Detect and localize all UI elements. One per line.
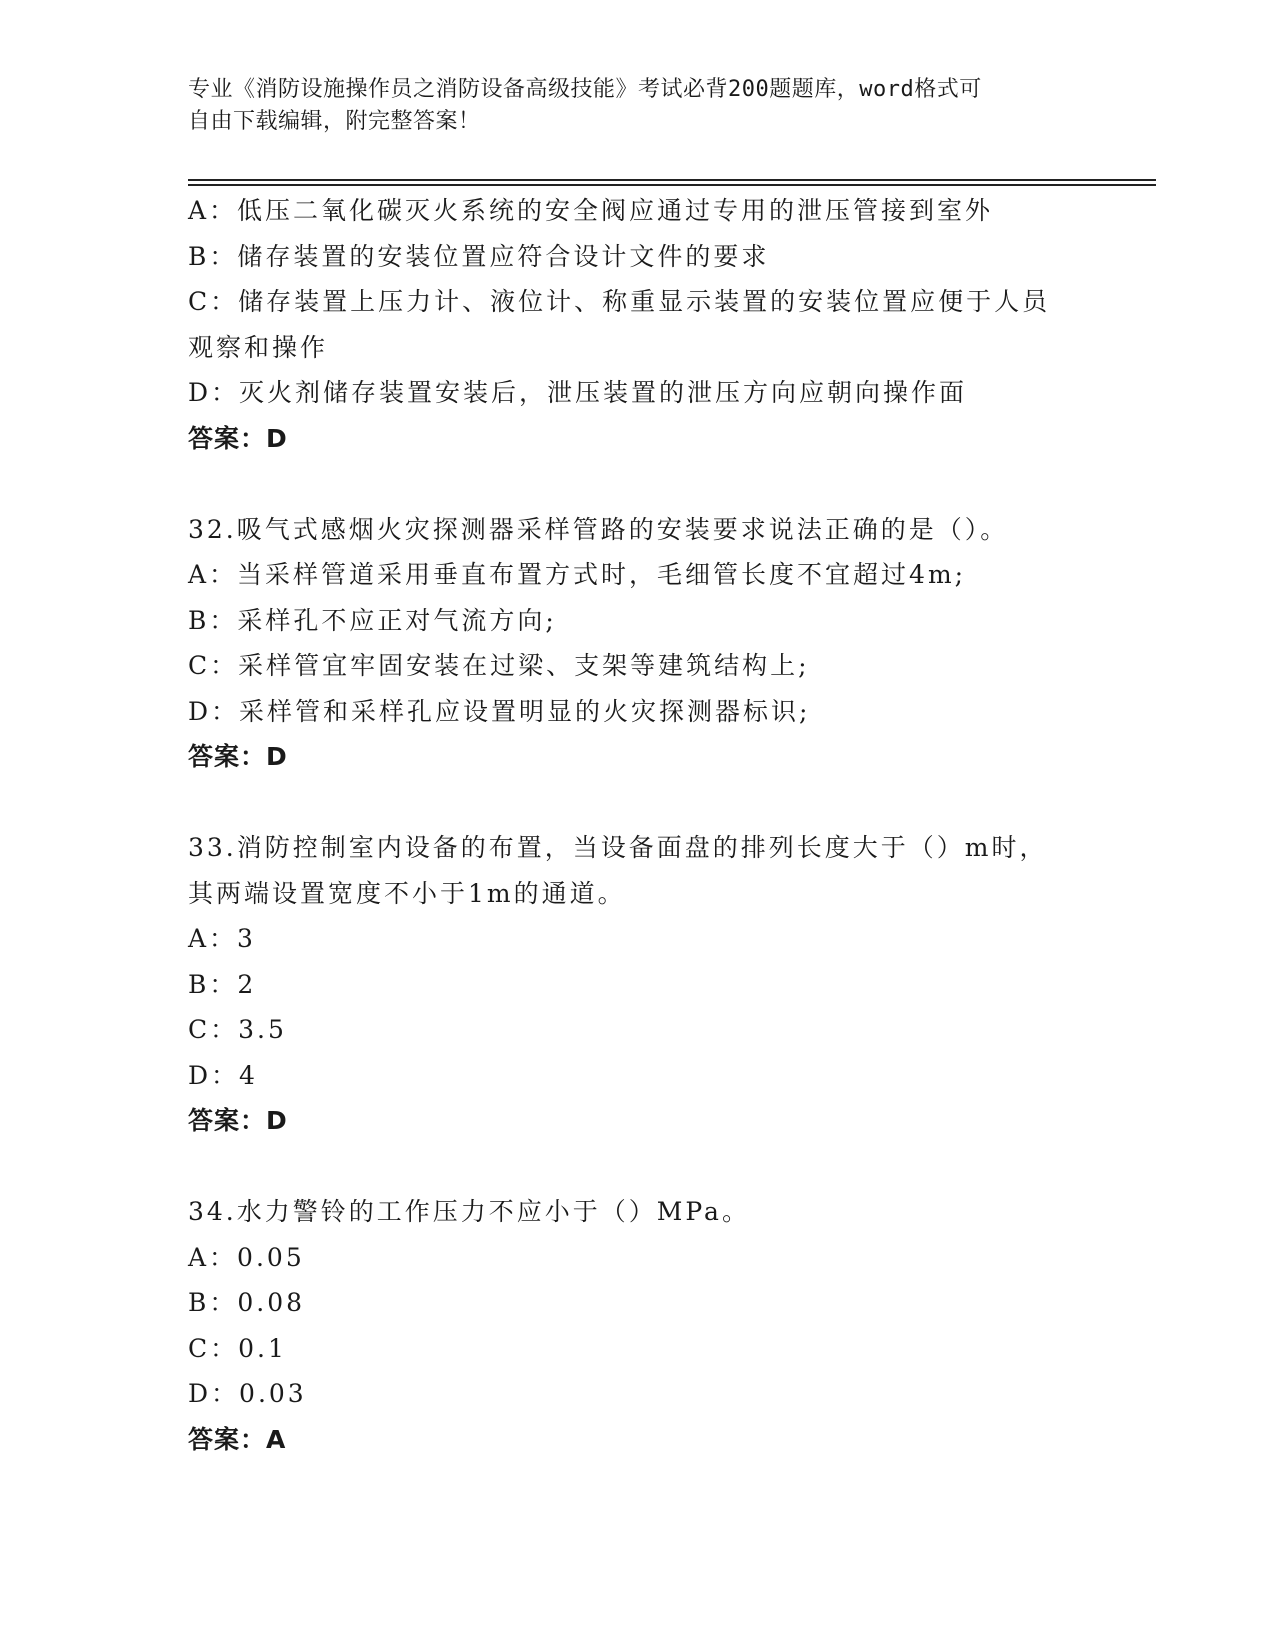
question-32-block [188, 507, 1088, 780]
q31-option-b: B：储存装置的安装位置应符合设计文件的要求 [188, 241, 770, 271]
spacer [188, 1144, 1088, 1190]
question-31-block [188, 188, 1088, 461]
spacer [188, 780, 1088, 826]
q33-option-d: D：4 [188, 1060, 258, 1090]
header-title-line-2: 自由下载编辑，附完整答案！ [188, 109, 481, 134]
spacer [188, 461, 1088, 507]
q31-option-c-line-2: 观察和操作 [188, 332, 329, 362]
q34-option-d: D：0.03 [188, 1379, 307, 1408]
q33-option-a: A：3 [188, 924, 256, 953]
question-34-block [188, 1189, 1088, 1462]
q34-stem: 34.水力警铃的工作压力不应小于（）MPa。 [188, 1197, 750, 1226]
q32-option-c: C：采样管宜牢固安装在过梁、支架等建筑结构上; [188, 651, 810, 680]
header-divider-top [188, 179, 1156, 181]
q32-option-d: D：采样管和采样孔应设置明显的火灾探测器标识; [188, 696, 811, 726]
q31-answer: 答案：D [188, 423, 288, 453]
q32-answer: 答案：D [188, 742, 288, 771]
header-divider-bottom [188, 184, 1156, 186]
q32-stem: 32.吸气式感烟火灾探测器采样管路的安装要求说法正确的是（）。 [188, 514, 1009, 544]
q33-option-c: C：3.5 [188, 1015, 287, 1044]
q32-option-b: B：采样孔不应正对气流方向; [188, 605, 557, 635]
question-list [188, 188, 1088, 1462]
q33-stem-line-2: 其两端设置宽度不小于1m的通道。 [188, 878, 626, 908]
question-33-block [188, 825, 1088, 1144]
q31-option-c-line-1: C：储存装置上压力计、液位计、称重显示装置的安装位置应便于人员 [188, 287, 1051, 316]
q33-option-b: B：2 [188, 969, 257, 999]
q34-answer: 答案：A [188, 1424, 287, 1454]
q33-answer: 答案：D [188, 1106, 288, 1135]
q33-stem-line-1: 33.消防控制室内设备的布置，当设备面盘的排列长度大于（）m时， [188, 833, 1048, 862]
q32-option-a: A：当采样管道采用垂直布置方式时，毛细管长度不宜超过4m; [188, 560, 967, 589]
q31-option-a: A：低压二氧化碳灭火系统的安全阀应通过专用的泄压管接到室外 [188, 196, 994, 225]
q34-option-b: B：0.08 [188, 1288, 306, 1317]
document-header [188, 74, 1088, 138]
q34-option-c: C：0.1 [188, 1333, 287, 1363]
header-title-line-1: 专业《消防设施操作员之消防设备高级技能》考试必背200题题库，word格式可 [188, 77, 982, 102]
q31-option-d: D：灭火剂储存装置安装后，泄压装置的泄压方向应朝向操作面 [188, 378, 968, 407]
q34-option-a: A：0.05 [188, 1242, 305, 1272]
